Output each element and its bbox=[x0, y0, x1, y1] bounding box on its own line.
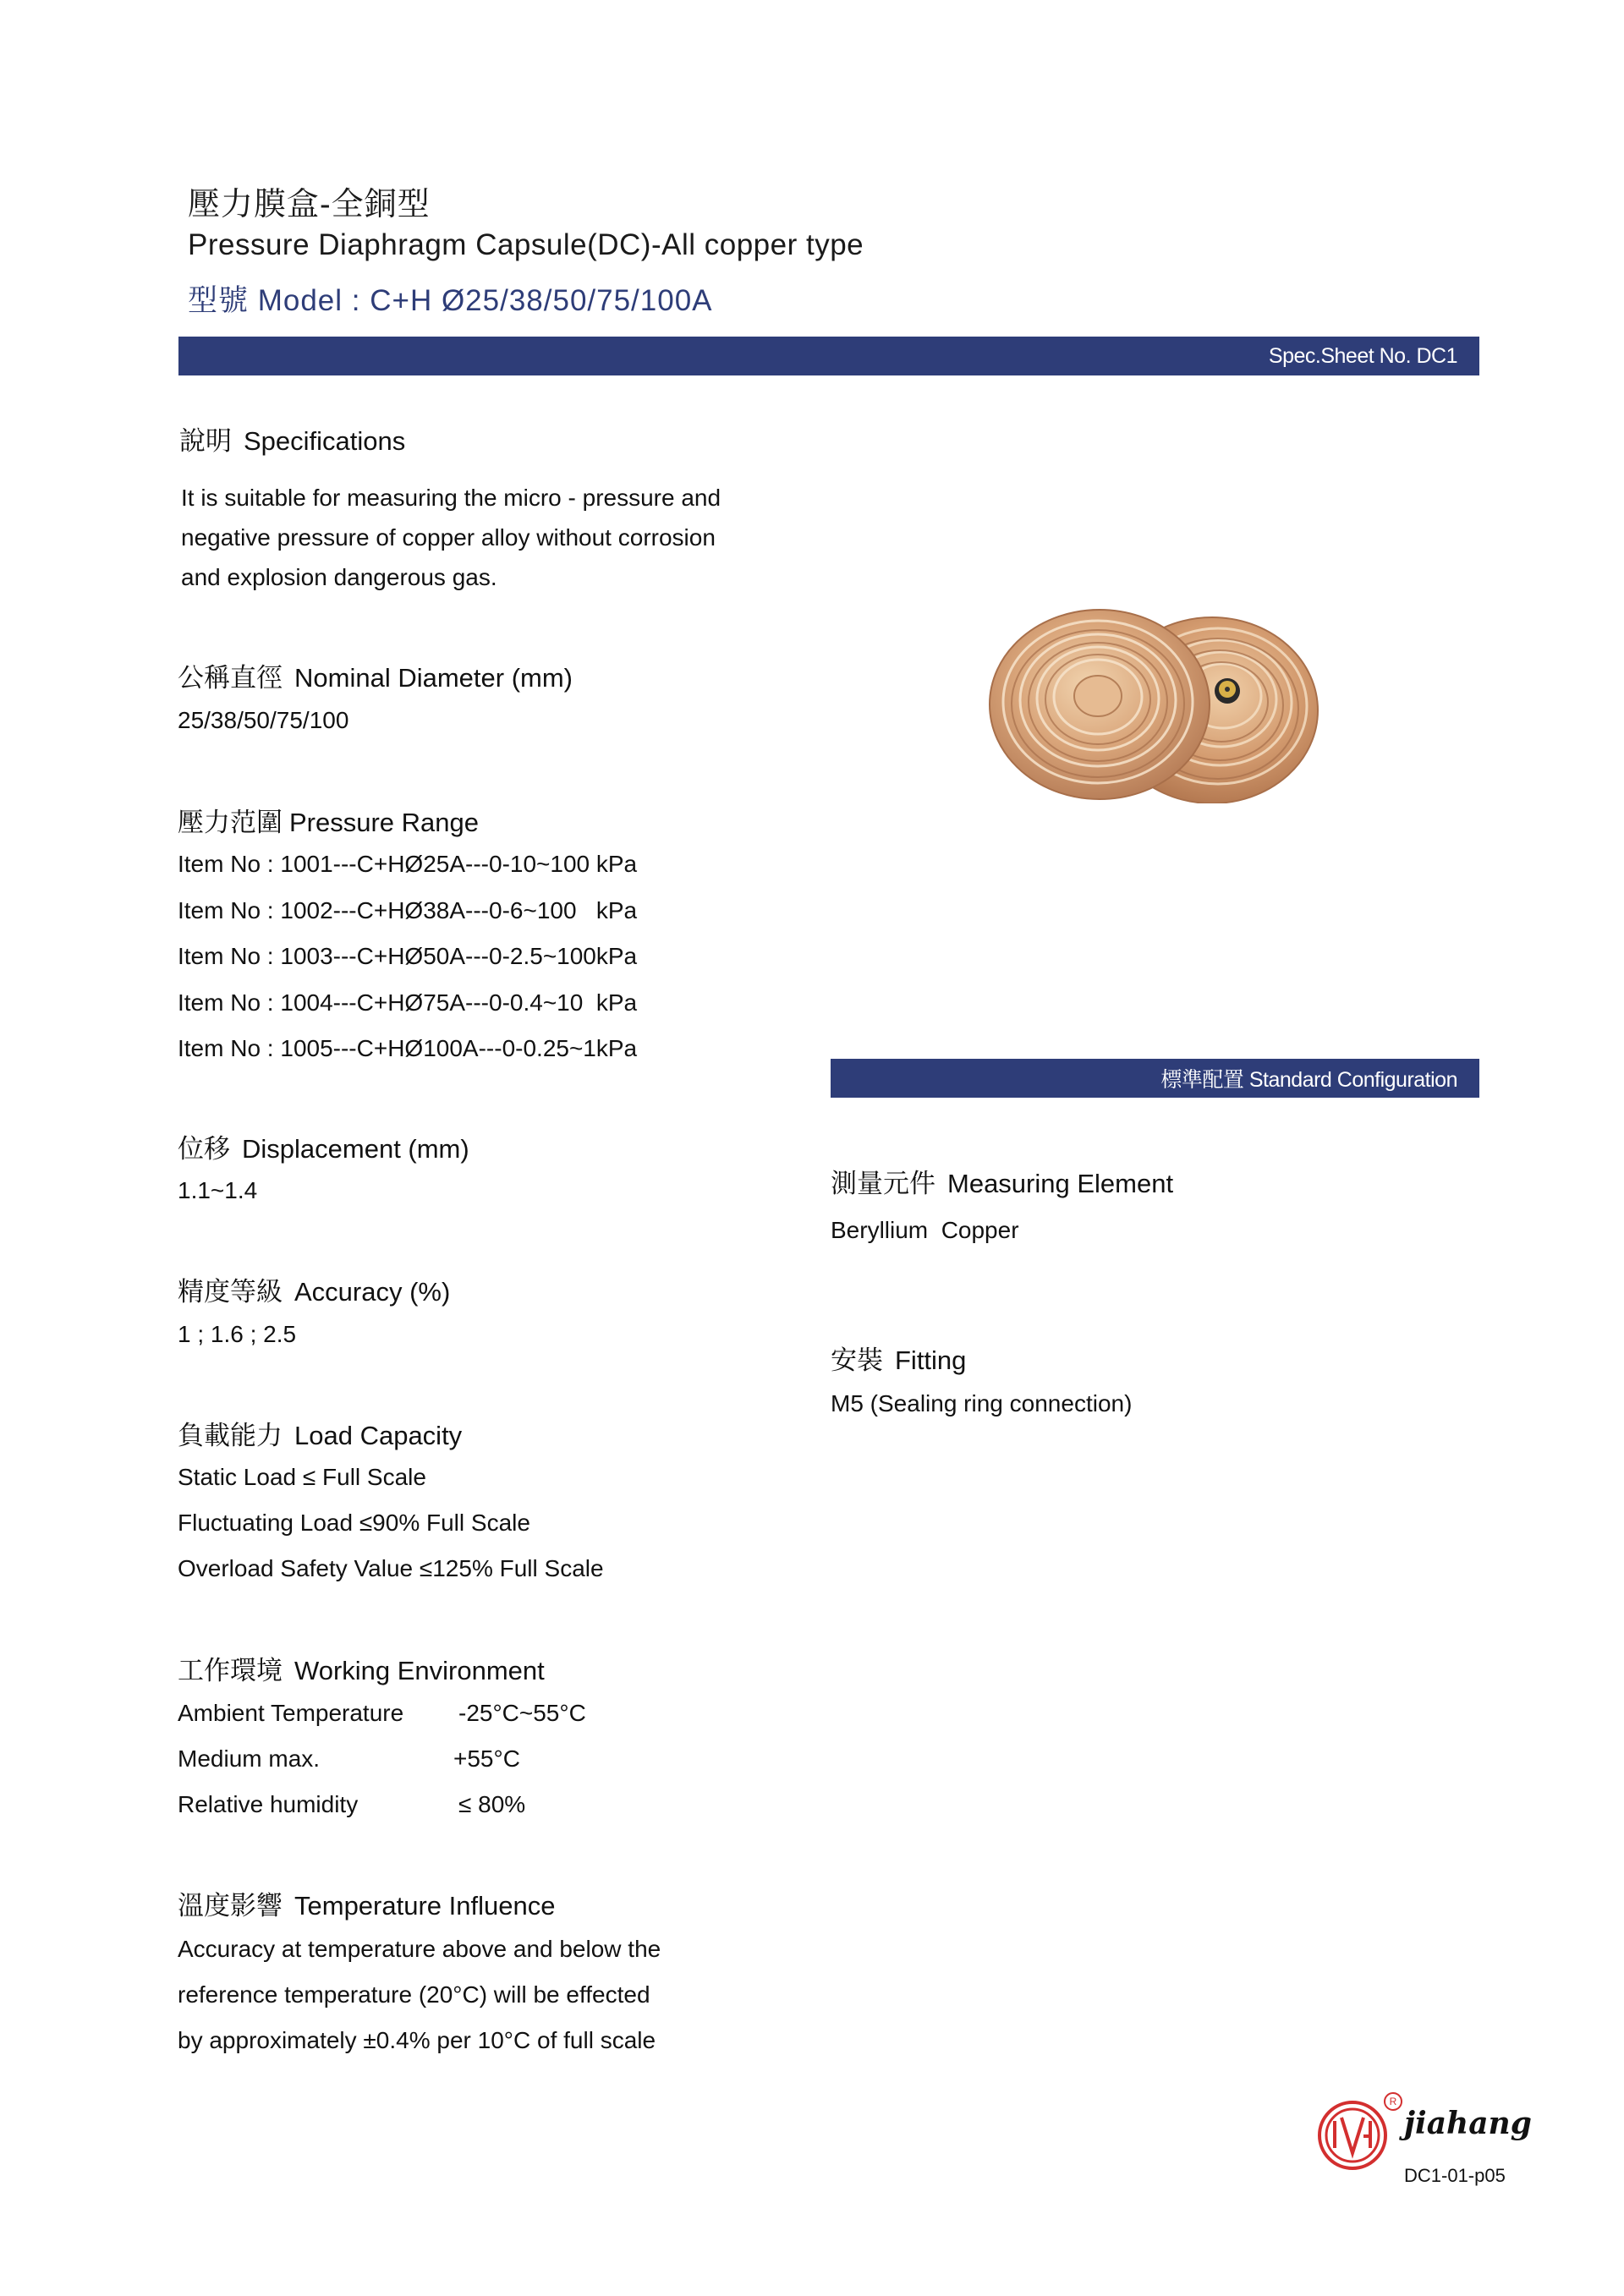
displacement-value: 1.1~1.4 bbox=[178, 1177, 258, 1203]
document-code: DC1-01-p05 bbox=[1404, 2165, 1506, 2186]
temperature-influence-line: Accuracy at temperature above and below the bbox=[178, 1936, 661, 1962]
pressure-range-item: Item No : 1002---C+HØ38A---0-6~100 kPa bbox=[178, 897, 638, 923]
measuring-element-value: Beryllium Copper bbox=[831, 1217, 1019, 1243]
section-heading-working-environment: 工作環境 Working Environment bbox=[178, 1656, 545, 1685]
section-heading-fitting: 安裝 Fitting bbox=[831, 1345, 967, 1375]
env-value: +55°C bbox=[453, 1745, 520, 1772]
model-line: 型號 Model : C+H Ø25/38/50/75/100A bbox=[188, 284, 713, 317]
accuracy-value: 1 ; 1.6 ; 2.5 bbox=[178, 1321, 297, 1347]
section-heading-pressure-range: 壓力范圍 Pressure Range bbox=[178, 808, 480, 837]
brand-name: jiahang bbox=[1404, 2106, 1532, 2141]
spec-sheet-banner bbox=[178, 337, 1479, 375]
fitting-value: M5 (Sealing ring connection) bbox=[831, 1390, 1133, 1417]
section-heading-load-capacity: 負載能力 Load Capacity bbox=[178, 1421, 463, 1450]
pressure-range-item: Item No : 1005---C+HØ100A---0-0.25~1kPa bbox=[178, 1035, 638, 1061]
load-capacity-line: Fluctuating Load ≤90% Full Scale bbox=[178, 1510, 530, 1536]
temperature-influence-line: reference temperature (20°C) will be effected bbox=[178, 1981, 650, 2008]
copper-capsule-icon bbox=[977, 596, 1324, 803]
temperature-influence-line: by approximately ±0.4% per 10°C of full scale bbox=[178, 2027, 656, 2053]
env-value: ≤ 80% bbox=[458, 1791, 526, 1817]
specifications-text: It is suitable for measuring the micro - pressure and negative pressure of copper alloy without corrosion and explosion dangerous gas. bbox=[181, 485, 721, 590]
section-heading-specifications: 說明 Specifications bbox=[179, 426, 406, 456]
page-title-en: Pressure Diaphragm Capsule(DC)-All copper type bbox=[188, 228, 864, 261]
standard-configuration-label: 標準配置 Standard Configuration bbox=[1160, 1068, 1457, 1092]
section-heading-accuracy: 精度等級 Accuracy (%) bbox=[178, 1277, 451, 1307]
product-photo bbox=[977, 596, 1324, 803]
page-title-cn: 壓力膜盒-全銅型 bbox=[188, 187, 431, 222]
jiahang-logo-icon bbox=[1316, 2099, 1389, 2172]
spec-sheet-label: Spec.Sheet No. DC1 bbox=[1268, 343, 1457, 368]
registered-trademark-icon: R bbox=[1384, 2092, 1402, 2111]
section-heading-nominal-diameter: 公稱直徑 Nominal Diameter (mm) bbox=[178, 663, 573, 693]
env-label: Medium max. bbox=[178, 1745, 321, 1772]
env-value: -25°C~55°C bbox=[458, 1700, 586, 1726]
nominal-diameter-value: 25/38/50/75/100 bbox=[178, 707, 349, 733]
pressure-range-item: Item No : 1003---C+HØ50A---0-2.5~100kPa bbox=[178, 943, 638, 969]
env-label: Relative humidity bbox=[178, 1791, 359, 1817]
load-capacity-line: Overload Safety Value ≤125% Full Scale bbox=[178, 1555, 604, 1581]
standard-configuration-banner bbox=[831, 1059, 1479, 1098]
section-heading-measuring-element: 測量元件 Measuring Element bbox=[831, 1169, 1174, 1198]
pressure-range-item: Item No : 1004---C+HØ75A---0-0.4~10 kPa bbox=[178, 989, 638, 1016]
env-label: Ambient Temperature bbox=[178, 1700, 404, 1726]
pressure-range-item: Item No : 1001---C+HØ25A---0-10~100 kPa bbox=[178, 851, 638, 877]
section-heading-temperature-influence: 溫度影響 Temperature Influence bbox=[178, 1891, 556, 1921]
load-capacity-line: Static Load ≤ Full Scale bbox=[178, 1464, 426, 1490]
section-heading-displacement: 位移 Displacement (mm) bbox=[178, 1134, 469, 1164]
